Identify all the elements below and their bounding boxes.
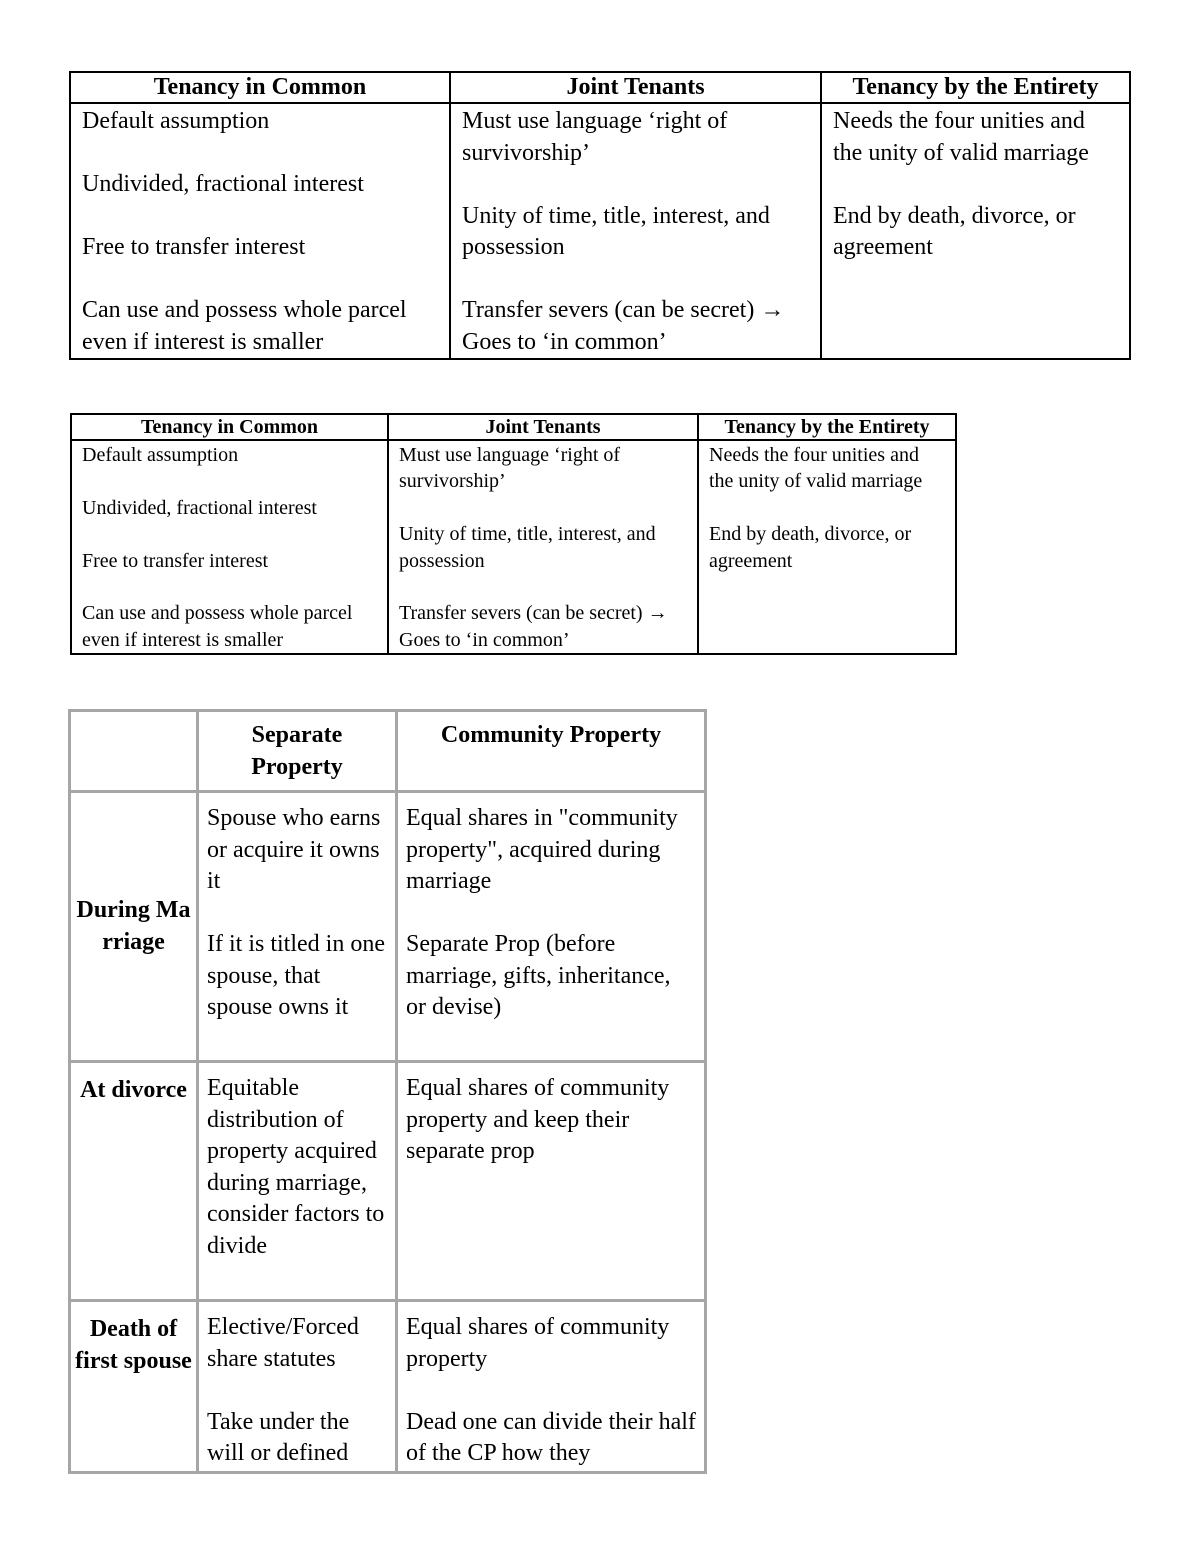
cell-separate-at-divorce: Equitable distribution of property acquired during marriage, consider factors to divide [198,1062,397,1301]
header-joint-tenants: Joint Tenants [450,72,821,103]
cell-community-at-divorce: Equal shares of community property and keep their separate prop [397,1062,706,1301]
cell-tenancy-in-common: Default assumption Undivided, fractional interest Free to transfer interest Can use and possess whole parcel even if interest is smaller [70,103,450,359]
header-separate-property: Separate Property [198,711,397,792]
cell-tenancy-by-entirety: Needs the four unities and the unity of valid marriage End by death, divorce, or agreement [821,103,1130,359]
header-community-property: Community Property [397,711,706,792]
cell-separate-death: Elective/Forced share statutes Take under the will or defined [198,1301,397,1473]
row-label-death-of-first-spouse: Death of first spouse [70,1301,198,1473]
tenancy-table-large [69,71,1131,360]
cell-community-death: Equal shares of community property Dead one can divide their half of the CP how they [397,1301,706,1473]
header-tenancy-by-entirety: Tenancy by the Entirety [821,72,1130,103]
table-header-row [70,72,1130,103]
table-row [70,1062,706,1301]
property-regime-table [68,709,707,1474]
cell-community-during-marriage: Equal shares in "community property", acquired during marriage Separate Prop (before marriage, gifts, inheritance, or devise) [397,792,706,1062]
cell-joint-tenants: Must use language ‘right of survivorship’ Unity of time, title, interest, and possession Transfer severs (can be secret) → Goes to ‘in common’ [388,440,698,654]
cell-tenancy-by-entirety: Needs the four unities and the unity of valid marriage End by death, divorce, or agreement [698,440,956,654]
table-row [70,103,1130,359]
header-tenancy-in-common: Tenancy in Common [71,414,388,440]
table-row [70,1301,706,1473]
row-label-during-marriage: During Marriage [70,792,198,1062]
tenancy-table-small [70,413,957,655]
cell-joint-tenants: Must use language ‘right of survivorship’ Unity of time, title, interest, and possession Transfer severs (can be secret) → Goes to ‘in common’ [450,103,821,359]
table-row [71,440,956,654]
table-row [70,792,706,1062]
cell-tenancy-in-common: Default assumption Undivided, fractional interest Free to transfer interest Can use and possess whole parcel even if interest is smaller [71,440,388,654]
header-tenancy-by-entirety: Tenancy by the Entirety [698,414,956,440]
header-tenancy-in-common: Tenancy in Common [70,72,450,103]
row-label-at-divorce: At divorce [70,1062,198,1301]
header-joint-tenants: Joint Tenants [388,414,698,440]
table-header-row [71,414,956,440]
cell-separate-during-marriage: Spouse who earns or acquire it owns it If it is titled in one spouse, that spouse owns it [198,792,397,1062]
table-header-row [70,711,706,792]
header-blank [70,711,198,792]
